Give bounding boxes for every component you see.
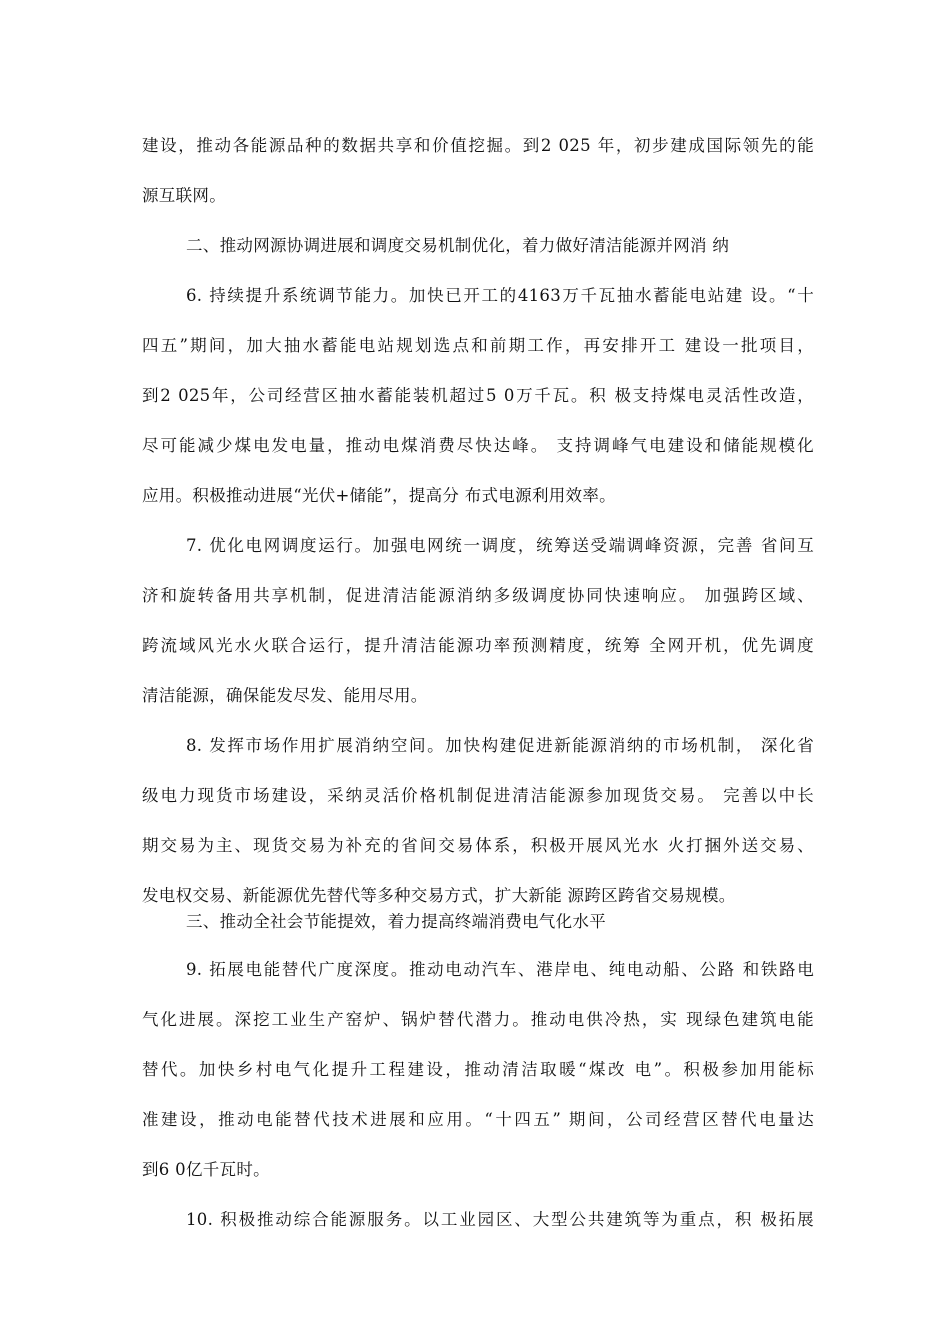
text-line: 到2 025年，公司经营区抽水蓄能装机超过5 0万千瓦。积 极支持煤电灵活性改造， bbox=[142, 386, 814, 405]
text-line: 应用。积极推动进展“光伏+储能”，提高分 布式电源利用效率。 bbox=[142, 486, 616, 505]
text-line: 9. 拓展电能替代广度深度。推动电动汽车、港岸电、纯电动船、公路 和铁路电 bbox=[186, 960, 814, 979]
text-line: 6. 持续提升系统调节能力。加快已开工的4163万千瓦抽水蓄能电站建 设。“十 bbox=[186, 286, 814, 305]
text-line: 8. 发挥市场作用扩展消纳空间。加快构建促进新能源消纳的市场机制， 深化省 bbox=[186, 736, 814, 755]
text-line: 源互联网。 bbox=[142, 186, 226, 205]
text-line: 准建设，推动电能替代技术进展和应用。“十四五” 期间，公司经营区替代电量达 bbox=[142, 1110, 814, 1129]
text-line: 济和旋转备用共享机制，促进清洁能源消纳多级调度协同快速响应。 加强跨区域、 bbox=[142, 586, 814, 605]
section-heading: 二、推动网源协调进展和调度交易机制优化，着力做好清洁能源并网消 纳 bbox=[186, 236, 730, 255]
section-heading: 三、推动全社会节能提效，着力提高终端消费电气化水平 bbox=[186, 912, 606, 931]
text-line: 7. 优化电网调度运行。加强电网统一调度，统筹送受端调峰资源，完善 省间互 bbox=[186, 536, 814, 555]
text-line: 级电力现货市场建设，采纳灵活价格机制促进清洁能源参加现货交易。 完善以中长 bbox=[142, 786, 814, 805]
text-line: 气化进展。深挖工业生产窑炉、锅炉替代潜力。推动电供冷热，实 现绿色建筑电能 bbox=[142, 1010, 814, 1029]
text-line: 期交易为主、现货交易为补充的省间交易体系，积极开展风光水 火打捆外送交易、 bbox=[142, 836, 814, 855]
text-line: 尽可能减少煤电发电量，推动电煤消费尽快达峰。 支持调峰气电建设和储能规模化 bbox=[142, 436, 814, 455]
text-line: 建设，推动各能源品种的数据共享和价值挖掘。到2 025 年，初步建成国际领先的能 bbox=[142, 136, 814, 155]
text-line: 替代。加快乡村电气化提升工程建设，推动清洁取暖“煤改 电”。积极参加用能标 bbox=[142, 1060, 814, 1079]
text-line: 四五”期间，加大抽水蓄能电站规划选点和前期工作，再安排开工 建设一批项目， bbox=[142, 336, 814, 355]
text-line: 到6 0亿千瓦时。 bbox=[142, 1160, 270, 1179]
text-line: 发电权交易、新能源优先替代等多种交易方式，扩大新能 源跨区跨省交易规模。 bbox=[142, 886, 736, 905]
text-line: 10. 积极推动综合能源服务。以工业园区、大型公共建筑等为重点，积 极拓展 bbox=[186, 1210, 814, 1229]
text-line: 清洁能源，确保能发尽发、能用尽用。 bbox=[142, 686, 428, 705]
text-line: 跨流域风光水火联合运行，提升清洁能源功率预测精度，统筹 全网开机，优先调度 bbox=[142, 636, 814, 655]
